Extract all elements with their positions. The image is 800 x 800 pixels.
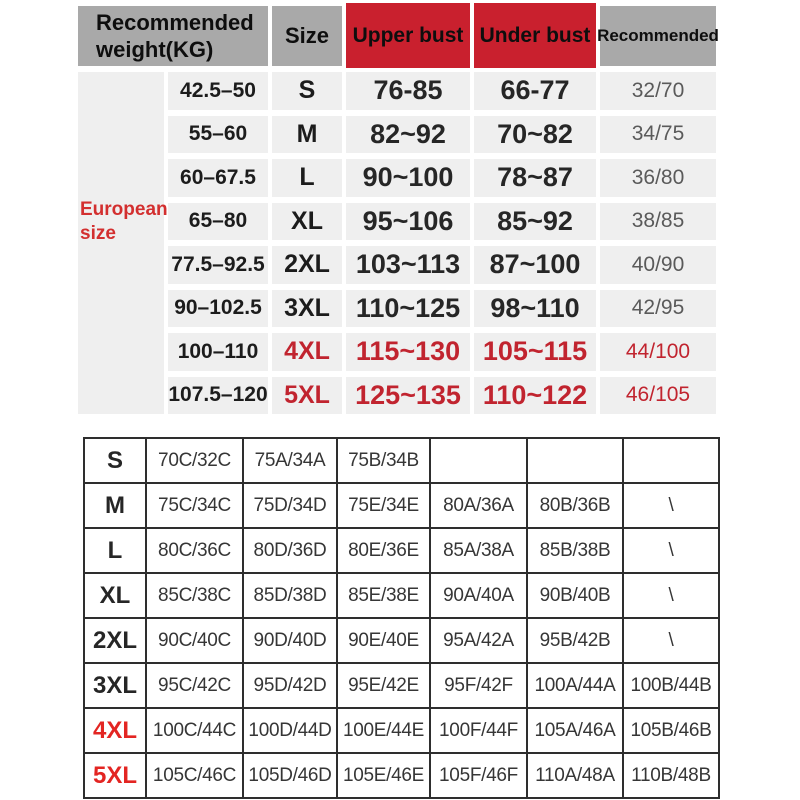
weight-cell: 107.5–120 xyxy=(168,377,268,415)
recommended-cell: 36/80 xyxy=(600,159,716,197)
recommended-cell: 40/90 xyxy=(600,246,716,284)
recommended-cell: 38/85 xyxy=(600,203,716,241)
upper-bust-cell: 115~130 xyxy=(346,333,470,371)
size-cell: 3XL xyxy=(272,290,342,328)
cup-size-cell: 95C/42C xyxy=(147,664,242,707)
size-label-cell: 5XL xyxy=(85,754,145,797)
under-bust-cell: 66-77 xyxy=(474,72,596,110)
cup-size-cell: 85C/38C xyxy=(147,574,242,617)
cup-size-cell xyxy=(431,439,526,482)
size-cell: 2XL xyxy=(272,246,342,284)
upper-bust-cell: 95~106 xyxy=(346,203,470,241)
recommended-cell: 32/70 xyxy=(600,72,716,110)
cup-size-cell: \ xyxy=(624,484,718,527)
cup-size-cell: 80D/36D xyxy=(244,529,336,572)
european-size-label: European size xyxy=(80,199,168,244)
recommended-cell: 44/100 xyxy=(600,333,716,371)
under-bust-cell: 87~100 xyxy=(474,246,596,284)
measurement-size-table xyxy=(78,6,719,414)
size-cell: S xyxy=(272,72,342,110)
cup-size-cell: 95D/42D xyxy=(244,664,336,707)
size-cell: XL xyxy=(272,203,342,241)
weight-cell: 65–80 xyxy=(168,203,268,241)
upper-bust-cell: 125~135 xyxy=(346,377,470,415)
cup-size-cell: 105A/46A xyxy=(528,709,622,752)
cup-size-cell: \ xyxy=(624,529,718,572)
cup-size-cell: 85D/38D xyxy=(244,574,336,617)
cup-size-conversion-table xyxy=(83,437,720,799)
cup-size-cell: 75C/34C xyxy=(147,484,242,527)
cup-size-cell: 75A/34A xyxy=(244,439,336,482)
upper-bust-cell: 90~100 xyxy=(346,159,470,197)
weight-cell: 60–67.5 xyxy=(168,159,268,197)
cup-size-cell: 105E/46E xyxy=(338,754,429,797)
upper-bust-cell: 110~125 xyxy=(346,290,470,328)
cup-size-cell: 75E/34E xyxy=(338,484,429,527)
cup-size-cell xyxy=(528,439,622,482)
cup-size-cell: 90D/40D xyxy=(244,619,336,662)
cup-size-cell: 105C/46C xyxy=(147,754,242,797)
weight-cell: 90–102.5 xyxy=(168,290,268,328)
recommended-cell: 34/75 xyxy=(600,116,716,154)
under-bust-cell: 70~82 xyxy=(474,116,596,154)
size-label-cell: 3XL xyxy=(85,664,145,707)
weight-cell: 77.5–92.5 xyxy=(168,246,268,284)
weight-cell: 55–60 xyxy=(168,116,268,154)
under-bust-cell: 98~110 xyxy=(474,290,596,328)
col-header-upper-bust: Upper bust xyxy=(346,3,470,68)
cup-size-cell: 85B/38B xyxy=(528,529,622,572)
col-header-under-bust: Under bust xyxy=(474,3,596,68)
size-cell: 4XL xyxy=(272,333,342,371)
size-label-cell: L xyxy=(85,529,145,572)
size-label-cell: XL xyxy=(85,574,145,617)
size-cell: L xyxy=(272,159,342,197)
cup-size-cell xyxy=(624,439,718,482)
cup-size-cell: 95B/42B xyxy=(528,619,622,662)
col-header-recommended-weight: Recommended weight(KG) xyxy=(78,6,268,66)
weight-cell: 100–110 xyxy=(168,333,268,371)
recommended-cell: 42/95 xyxy=(600,290,716,328)
size-cell: M xyxy=(272,116,342,154)
cup-size-cell: 75B/34B xyxy=(338,439,429,482)
under-bust-cell: 105~115 xyxy=(474,333,596,371)
under-bust-cell: 85~92 xyxy=(474,203,596,241)
cup-size-cell: 100B/44B xyxy=(624,664,718,707)
cup-size-cell: 105F/46F xyxy=(431,754,526,797)
cup-size-cell: 100D/44D xyxy=(244,709,336,752)
cup-size-cell: 105D/46D xyxy=(244,754,336,797)
cup-size-cell: 80C/36C xyxy=(147,529,242,572)
cup-size-cell: \ xyxy=(624,619,718,662)
size-label-cell: 2XL xyxy=(85,619,145,662)
under-bust-cell: 110~122 xyxy=(474,377,596,415)
size-label-cell: S xyxy=(85,439,145,482)
cup-size-cell: 80A/36A xyxy=(431,484,526,527)
size-label-cell: M xyxy=(85,484,145,527)
cup-size-cell: 80B/36B xyxy=(528,484,622,527)
cup-size-cell: 100E/44E xyxy=(338,709,429,752)
cup-size-cell: 110B/48B xyxy=(624,754,718,797)
size-cell: 5XL xyxy=(272,377,342,415)
cup-size-cell: 85A/38A xyxy=(431,529,526,572)
cup-size-cell: 95F/42F xyxy=(431,664,526,707)
col-header-size: Size xyxy=(272,6,342,66)
cup-size-cell: 80E/36E xyxy=(338,529,429,572)
cup-size-cell: 110A/48A xyxy=(528,754,622,797)
cup-size-cell: 95A/42A xyxy=(431,619,526,662)
size-label-cell: 4XL xyxy=(85,709,145,752)
cup-size-cell: 95E/42E xyxy=(338,664,429,707)
upper-bust-cell: 82~92 xyxy=(346,116,470,154)
cup-size-cell: 90B/40B xyxy=(528,574,622,617)
cup-size-cell: 100C/44C xyxy=(147,709,242,752)
cup-size-cell: 85E/38E xyxy=(338,574,429,617)
cup-size-cell: \ xyxy=(624,574,718,617)
cup-size-cell: 75D/34D xyxy=(244,484,336,527)
cup-size-cell: 90C/40C xyxy=(147,619,242,662)
under-bust-cell: 78~87 xyxy=(474,159,596,197)
cup-size-cell: 90A/40A xyxy=(431,574,526,617)
cup-size-cell: 100A/44A xyxy=(528,664,622,707)
cup-size-cell: 70C/32C xyxy=(147,439,242,482)
weight-cell: 42.5–50 xyxy=(168,72,268,110)
cup-size-cell: 100F/44F xyxy=(431,709,526,752)
cup-size-cell: 90E/40E xyxy=(338,619,429,662)
upper-bust-cell: 76-85 xyxy=(346,72,470,110)
col-header-recommended: Recommended xyxy=(600,6,716,66)
upper-bust-cell: 103~113 xyxy=(346,246,470,284)
european-size-label-area xyxy=(78,72,168,414)
cup-size-cell: 105B/46B xyxy=(624,709,718,752)
recommended-cell: 46/105 xyxy=(600,377,716,415)
